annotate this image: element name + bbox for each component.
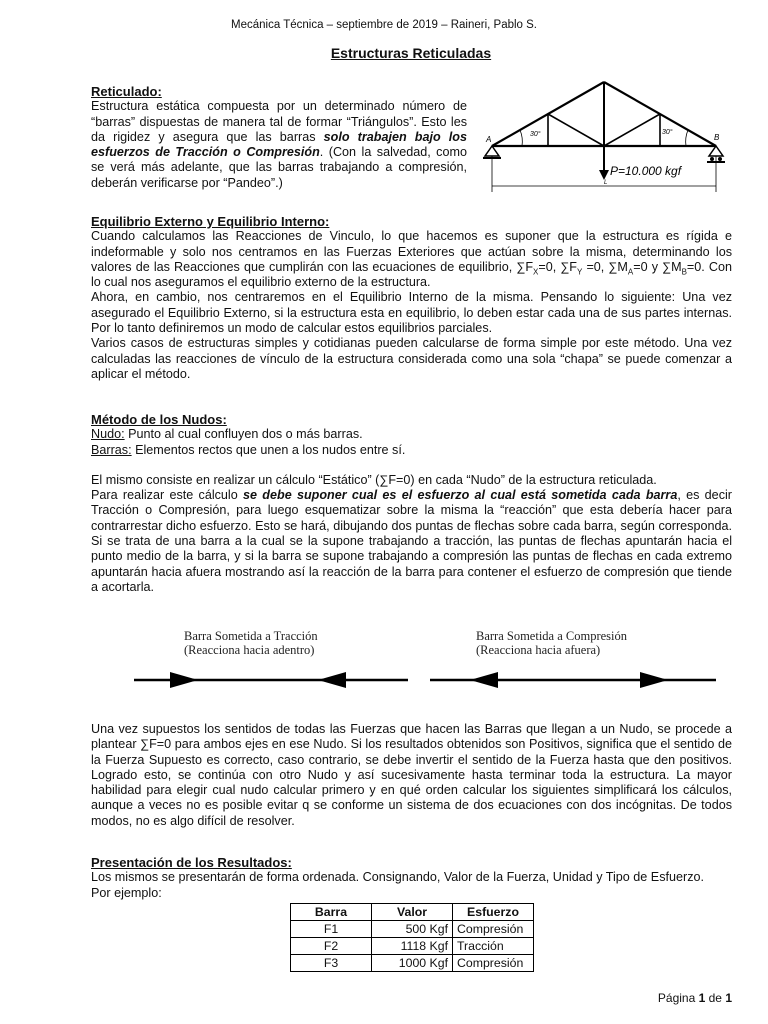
compresion-arrowhead-right [640,672,668,688]
compresion-label-1: Barra Sometida a Compresión [476,629,628,643]
load-arrowhead [599,170,609,180]
presentacion-example: Por ejemplo: [91,885,162,900]
equilibrio-paragraph-2: Ahora, en cambio, nos centraremos en el Equilibrio Interno de la misma. Pensando lo siguiente: Una vez asegurado el Equilibrio Externo, si la estructura esta en equilibrio, lo deben estar cada una de sus partes internas. Por lo tanto definiremos un modo de calcular estos equilibrios parciales. [91,290,732,336]
footer-of-label: de [705,991,726,1005]
cell-valor: 500 Kgf [372,921,453,938]
page-header: Mecánica Técnica – septiembre de 2019 – Raineri, Pablo S. [231,19,537,31]
page-title: Estructuras Reticuladas [330,45,492,61]
truss-right-diagonal [604,114,660,146]
angle-label-right: 30° [662,129,673,136]
support-a [483,146,501,158]
cell-valor: 1118 Kgf [372,938,453,955]
compresion-label-2: (Reacciona hacia afuera) [476,643,601,657]
load-label: P=10.000 kgf [610,164,682,178]
presentacion-section [91,855,732,901]
column-header-barra: Barra [291,904,372,921]
cell-barra: F3 [291,955,372,972]
eq-text-c: =0, ∑M [582,259,628,274]
results-table [290,903,534,972]
eq-text-e: =0. Con lo cual nos aseguramos el equilibrio externo de la estructura. [91,259,732,290]
barras-def: Elementos rectos que unen a los nudos entre sí. [131,442,406,457]
eq-text-d: =0 y ∑M [633,259,682,274]
supuestos-paragraph: Una vez supuestos los sentidos de todas las Fuerzas que hacen las Barras que llegan a un Nudo, se procede a plantear ∑F=0 para ambos ejes en ese Nudo. Si los resultados obtenidos son Positivos, significa que el sentido de la Fuerza Supuesto es correcto, caso contrario, se debe invertir el sentido de la Fuerza hasta que den positivos. Logrado esto, se continúa con otro Nudo y así sucesivamente hasta terminar toda la estructura. La mayor habilidad para elegir cual nudo calcular primero y en qué orden calcular los siguientes simplificará los cálculos, aunque a veces no es posible evitar q se conforme un sistema de dos ecuaciones con dos incógnitas. De todos modos, no es algo difícil de resolver. [91,722,732,828]
metodo-p2-b: , es decir Tracción o Compresión, para luego esquematizar sobre la misma la “reacción” que esta debería hacer para contrarrestar dicho esfuerzo. Esto se hará, dibujando dos puntas de flechas sobre cada barra, según corresponda. Si se trata de una barra a la cual se la supone trabajando a tracción, las puntas de flechas apuntarán hacia el punto medio de la barra, y si la barra se supone trabajando a compresión las puntas de flechas en cada extremo apuntarán hacia afuera mostrando así la reacción de la barra para contener el esfuerzo de compresión que tiende a acortarla. [91,488,732,594]
table-row [291,955,534,972]
footer-page-total: 1 [725,991,732,1005]
compresion-bar [430,672,716,688]
cell-esfuerzo: Compresión [453,955,534,972]
sub-b: B [681,267,687,277]
nudo-term: Nudo: [91,427,125,442]
angle-arc-left [520,130,522,146]
presentacion-paragraph: Los mismos se presentarán de forma ordenada. Consignando, Valor de la Fuerza, Unidad y Tipo de Esfuerzo. [91,870,705,885]
reticulado-paragraph [91,99,467,191]
table-row [291,921,534,938]
traccion-label-2: (Reacciona hacia adentro) [184,643,315,657]
metodo-section [91,412,732,595]
sub-y: Y [577,267,583,277]
traccion-arrowhead-left [170,672,198,688]
truss-figure [482,80,732,198]
traccion-bar [134,672,408,688]
reticulado-text-2: . (Con la salvedad, como se verá más adelante, que las barras trabajando a compresión, deberán verificarse por “Pandeo”.) [91,145,467,190]
supuestos-section [91,722,732,829]
cell-esfuerzo: Tracción [453,938,534,955]
reticulado-emphasis: solo trabajen bajo los esfuerzos de Tracción o Compresión [91,129,467,160]
metodo-p2-a: Para realizar este cálculo [91,488,244,503]
nudo-def: Punto al cual confluyen dos o más barras. [124,427,363,442]
cell-valor: 1000 Kgf [372,955,453,972]
column-header-valor: Valor [372,904,453,921]
eq-text-a: Cuando calculamos las Reacciones de Vinculo, lo que hacemos es suponer que la estructura es rígida e indeformable y solo nos centramos en las Fuerzas Exteriores que actúan sobre la misma, determinando los valores de las Reacciones que cumplirán con las ecuaciones de equilibrio, ∑F [91,229,732,274]
equilibrio-paragraph-3: Varios casos de estructuras simples y cotidianas pueden calcularse de forma simple por este método. Una vez calculadas las reacciones de vínculo de la estructura considerada como una sola “chapa” se puede comenzar a aplicar el método. [91,336,732,381]
cell-barra: F1 [291,921,372,938]
sub-x: X [533,267,539,277]
cell-esfuerzo: Compresión [453,921,534,938]
nudo-definition [91,427,732,442]
table-header-row [291,904,534,921]
barras-definition [91,443,732,458]
reticulado-section [91,84,467,191]
metodo-heading: Método de los Nudos: [91,412,227,427]
metodo-p2-emphasis: se debe suponer cual es el esfuerzo al cual está sometida cada barra [243,488,678,503]
footer-page-label: Página [657,991,699,1005]
cell-barra: F2 [291,938,372,955]
label-b: B [714,133,720,142]
tension-compression-diagram [130,625,730,695]
page-footer [658,991,732,1006]
compresion-arrowhead-left [470,672,498,688]
angle-label-left: 30° [530,131,541,138]
traccion-label-1: Barra Sometida a Tracción [184,629,318,643]
angle-arc-right [686,130,688,146]
metodo-paragraph-2 [91,488,732,595]
column-header-esfuerzo: Esfuerzo [453,904,534,921]
equilibrio-heading: Equilibrio Externo y Equilibrio Interno: [91,214,330,229]
truss-left-diagonal [548,114,604,146]
eq-text-b: =0, ∑F [538,259,577,274]
equilibrio-paragraph-1 [91,229,732,290]
table-row [291,938,534,955]
traccion-arrowhead-right [318,672,346,688]
barras-term: Barras: [91,442,132,457]
reticulado-heading: Reticulado: [91,84,162,99]
footer-page-number: 1 [698,991,706,1005]
equilibrio-section [91,214,732,382]
sub-a: A [627,267,634,277]
reticulado-text-1: Estructura estática compuesta por un determinado número de “barras” dispuestas de manera tal de formar “Triángulos”. Esto les da rigidez y asegura que las barras [91,99,467,144]
span-label: L [604,180,608,186]
label-a: A [486,135,492,144]
presentacion-heading: Presentación de los Resultados: [91,855,292,870]
metodo-paragraph-1: El mismo consiste en realizar un cálculo “Estático” (∑F=0) en cada “Nudo” de la estructura reticulada. [91,472,657,487]
